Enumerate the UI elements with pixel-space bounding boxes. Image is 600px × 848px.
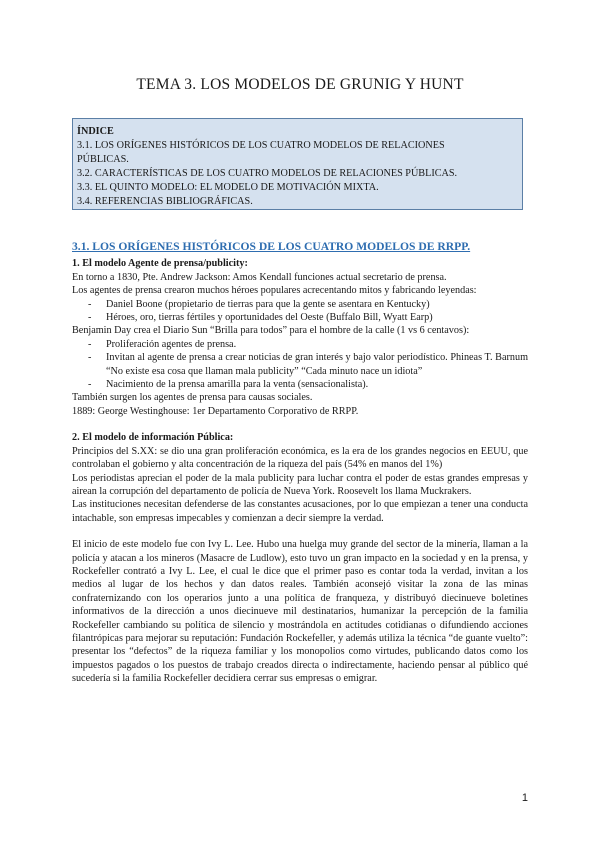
paragraph: Las instituciones necesitan defenderse de las constantes acusaciones, por lo que empiezan a tener una conducta intachable, son empresas impecables y comienzan a decir siempre la verdad. [72, 499, 528, 524]
subsection-heading: 2. El modelo de información Pública: [72, 432, 234, 444]
toc-item: 3.3. EL QUINTO MODELO: EL MODELO DE MOTIVACIÓN MIXTA. [77, 182, 379, 193]
paragraph: 1889: George Westinghouse: 1er Departamento Corporativo de RRPP. [72, 405, 359, 417]
toc-item: PÚBLICAS. [77, 154, 129, 165]
subsection-heading: 1. El modelo Agente de prensa/publicity: [72, 258, 248, 270]
list-item: - Nacimiento de la prensa amarilla para la venta (sensacionalista). [72, 378, 528, 391]
document-body [72, 240, 528, 686]
paragraph: También surgen los agentes de prensa para causas sociales. [72, 392, 313, 404]
paragraph: Los agentes de prensa crearon muchos héroes populares acrecentando mitos y fabricando leyendas: [72, 285, 477, 297]
list-item: - Daniel Boone (propietario de tierras para que la gente se asentara en Kentucky) [72, 298, 528, 311]
page-title: TEMA 3. LOS MODELOS DE GRUNIG Y HUNT [136, 76, 464, 93]
paragraph: Principios del S.XX: se dio una gran proliferación económica, es la era de los grandes negocios en EEUU, que controlaban el gobierno y alta concentración de la riqueza del país (54% en manos del 1%) [72, 445, 528, 471]
paragraph: En torno a 1830, Pte. Andrew Jackson: Amos Kendall funciones actual secretario de prensa. [72, 271, 447, 283]
list-item: - Proliferación agentes de prensa. [72, 338, 528, 351]
section-heading: 3.1. LOS ORÍGENES HISTÓRICOS DE LOS CUATRO MODELOS DE RRPP. [72, 240, 471, 253]
toc-item: 3.2. CARACTERÍSTICAS DE LOS CUATRO MODELOS DE RELACIONES PÚBLICAS. [77, 168, 458, 179]
list-item: - Invitan al agente de prensa a crear noticias de gran interés y bajo valor periodístico. Phineas T. Barnum “No existe esa cosa que llaman mala publicity” “Cada minuto nace un idiota” [72, 351, 528, 378]
bullet-list [72, 298, 528, 325]
toc-item: 3.4. REFERENCIAS BIBLIOGRÁFICAS. [77, 196, 253, 207]
toc-heading: ÍNDICE [77, 126, 114, 137]
bullet-list [72, 338, 528, 392]
list-item: - Héroes, oro, tierras fértiles y oportunidades del Oeste (Buffalo Bill, Wyatt Earp) [72, 311, 528, 324]
table-of-contents [72, 118, 523, 210]
toc-item: 3.1. LOS ORÍGENES HISTÓRICOS DE LOS CUATRO MODELOS DE RELACIONES [77, 140, 445, 151]
paragraph: El inicio de este modelo fue con Ivy L. Lee. Hubo una huelga muy grande del sector de la minería, llaman a la policía y atacan a los mineros (Masacre de Ludlow), esto tuvo un gran impacto en la sociedad y en la prensa, y Rockefeller contrató a Ivy L. Lee, el cual le dice que el primer paso es contar toda la verdad, invitan a los medios al lugar de los hechos y dan datos reales. También aconsejó visitar la zona de las minas confraternizando con los operarios junto a una política de franqueza, y distribuyó diecinueve boletines informativos de la dirección a unos diecinueve mil destinatarios, humanizar la percepción de la familia Rockefeller cambiando su política de silencio y mostrándola en actitudes cotidianas o difundiendo acciones filantrópicas para mejorar su reputación: Fundación Rockefeller, y además utiliza la técnica “de guante vuelto”: presentar los “defectos” de la riqueza familiar y los monopolios como virtudes, publicando datos como los impuestos pagados o los puestos de trabajo creados directa o indirectamente, haciendo pensar al público qué sucedería si la familia Rockefeller decidiera cerrar sus empresas o emigrar. [72, 539, 528, 685]
paragraph: Los periodistas aprecian el poder de la mala publicity para luchar contra el poder de estas grandes empresas y airean la corrupción del departamento de policía de Nueva York. Roosevelt los llama Muckrakers. [72, 472, 528, 497]
page-number: 1 [521, 792, 528, 804]
paragraph: Benjamin Day crea el Diario Sun “Brilla para todos” para el hombre de la calle (1 vs 6 centavos): [72, 325, 470, 337]
